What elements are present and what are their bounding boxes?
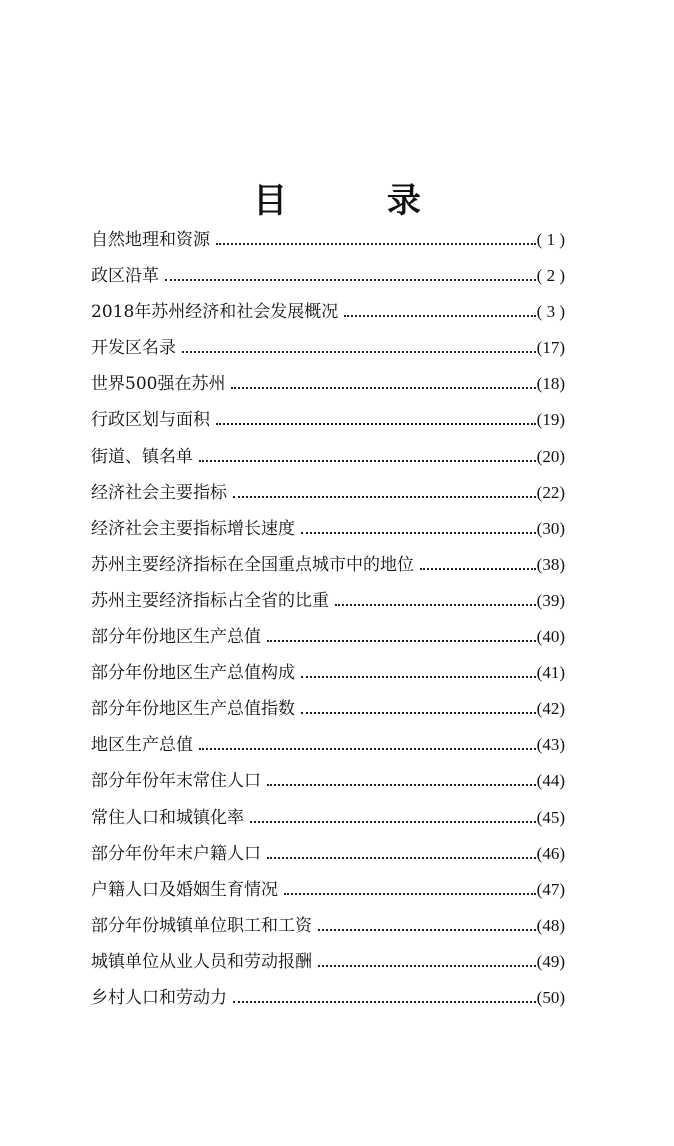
- toc-entry[interactable]: [91, 908, 565, 944]
- toc-entry-page-number: (43): [536, 735, 565, 755]
- toc-entry-page-number: (22): [536, 482, 565, 502]
- dot-leader: [301, 712, 536, 714]
- toc-entry-title: 城镇单位从业人员和劳动报酬: [91, 951, 312, 972]
- toc-entry-title: 经济社会主要指标: [91, 482, 227, 503]
- toc-entry-title: 自然地理和资源: [91, 230, 210, 250]
- toc-entry-title: 行政区划与面积: [91, 410, 210, 431]
- toc-entry-title: 部分年份地区生产总值指数: [91, 699, 295, 720]
- toc-entry[interactable]: [91, 402, 565, 438]
- dot-leader: [318, 929, 536, 931]
- toc-entry-page-number: (47): [536, 879, 565, 899]
- toc-entry-title: 部分年份地区生产总值构成: [91, 663, 295, 684]
- toc-entry-page-number: (30): [536, 518, 565, 538]
- toc-entry[interactable]: [91, 366, 565, 402]
- dot-leader: [182, 351, 536, 353]
- dot-leader: [165, 279, 536, 281]
- toc-entry-title: 户籍人口及婚姻生育情况: [91, 879, 278, 900]
- toc-entry-title: 世界500强在苏州: [91, 374, 226, 395]
- dot-leader: [199, 748, 536, 750]
- toc-entry-page-number: (44): [536, 771, 565, 791]
- toc-entry[interactable]: [91, 836, 565, 872]
- toc-entry[interactable]: [91, 800, 565, 836]
- toc-entry-page-number: (38): [536, 554, 565, 574]
- dot-leader: [231, 387, 535, 389]
- dot-leader: [216, 243, 536, 245]
- toc-entry[interactable]: [91, 980, 565, 1016]
- toc-entry[interactable]: [91, 763, 565, 799]
- toc-entry-title: 部分年份年末户籍人口: [91, 843, 261, 864]
- dot-leader: [233, 496, 536, 498]
- toc-entry[interactable]: [91, 619, 565, 655]
- toc-entry-title: 经济社会主要指标增长速度: [91, 518, 295, 539]
- dot-leader: [301, 532, 536, 534]
- toc-entry-page-number: (41): [536, 663, 565, 683]
- toc-entry-page-number: ( 3 ): [536, 302, 565, 322]
- toc-entry[interactable]: [91, 222, 565, 258]
- dot-leader: [335, 604, 536, 606]
- toc-entry-title: 街道、镇名单: [91, 446, 193, 467]
- toc-entry[interactable]: [91, 872, 565, 908]
- toc-entry-page-number: (20): [536, 446, 565, 466]
- dot-leader: [250, 821, 536, 823]
- toc-entry-title: 开发区名录: [91, 338, 176, 359]
- dot-leader: [301, 676, 536, 678]
- toc-entry[interactable]: [91, 691, 565, 727]
- toc-entry[interactable]: [91, 944, 565, 980]
- toc-entry[interactable]: [91, 258, 565, 294]
- toc-entry-title: 苏州主要经济指标占全省的比重: [91, 590, 329, 611]
- dot-leader: [344, 315, 535, 317]
- toc-entry[interactable]: [91, 511, 565, 547]
- toc-entry[interactable]: [91, 547, 565, 583]
- toc-entry-page-number: (48): [536, 915, 565, 935]
- toc-entry[interactable]: [91, 294, 565, 330]
- dot-leader: [216, 423, 536, 425]
- page-title: 目 录: [253, 180, 465, 221]
- toc-entry-page-number: (49): [536, 951, 565, 971]
- toc-entry-page-number: ( 1 ): [536, 230, 565, 249]
- dot-leader: [284, 893, 536, 895]
- toc-entry[interactable]: [91, 583, 565, 619]
- toc-entry-page-number: (39): [536, 590, 565, 610]
- toc-entry[interactable]: [91, 330, 565, 366]
- dot-leader: [267, 784, 536, 786]
- dot-leader: [267, 857, 536, 859]
- toc-entry-title: 部分年份城镇单位职工和工资: [91, 915, 312, 936]
- toc-entry-page-number: (19): [536, 410, 565, 430]
- toc-entry-page-number: (45): [536, 807, 565, 827]
- dot-leader: [267, 640, 536, 642]
- toc-entry-page-number: (17): [536, 338, 565, 358]
- toc-entry[interactable]: [91, 439, 565, 475]
- dot-leader: [420, 568, 536, 570]
- toc-entry-title: 部分年份年末常住人口: [91, 771, 261, 792]
- table-of-contents: [91, 222, 565, 1016]
- toc-entry-title: 地区生产总值: [91, 735, 193, 756]
- toc-entry[interactable]: [91, 655, 565, 691]
- dot-leader: [199, 460, 536, 462]
- toc-entry-page-number: (18): [536, 374, 565, 394]
- toc-entry-page-number: (40): [536, 627, 565, 647]
- toc-entry-title: 政区沿革: [91, 266, 159, 287]
- toc-entry-page-number: (42): [536, 699, 565, 719]
- toc-entry-title: 乡村人口和劳动力: [91, 987, 227, 1008]
- toc-entry-title: 苏州主要经济指标在全国重点城市中的地位: [91, 554, 414, 575]
- toc-entry-page-number: ( 2 ): [536, 266, 565, 286]
- toc-entry[interactable]: [91, 475, 565, 511]
- toc-entry-title: 部分年份地区生产总值: [91, 627, 261, 648]
- toc-entry-title: 2018年苏州经济和社会发展概况: [91, 302, 339, 323]
- toc-entry-title: 常住人口和城镇化率: [91, 807, 244, 828]
- toc-entry[interactable]: [91, 727, 565, 763]
- toc-entry-page-number: (50): [536, 987, 565, 1007]
- dot-leader: [318, 965, 536, 967]
- toc-entry-page-number: (46): [536, 843, 565, 863]
- dot-leader: [233, 1001, 536, 1003]
